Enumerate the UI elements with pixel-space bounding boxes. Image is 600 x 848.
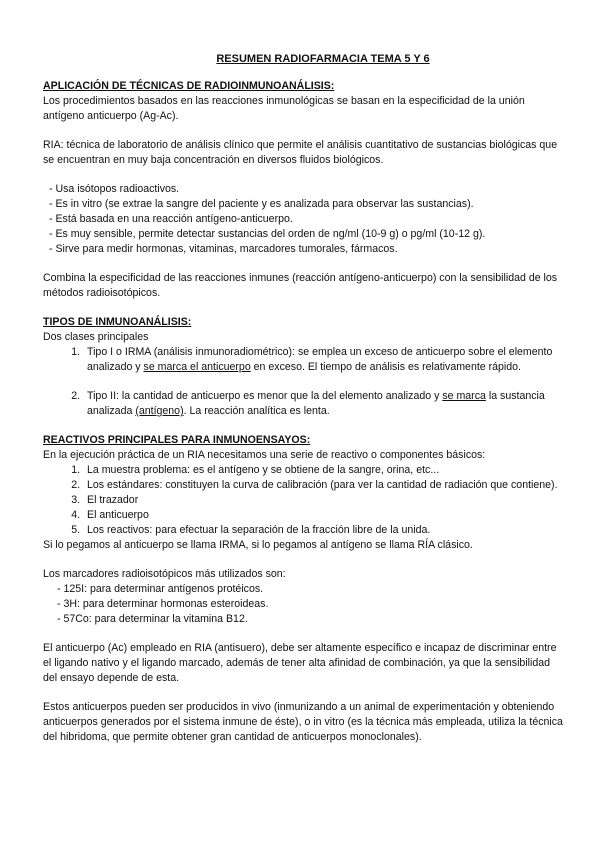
list-item: - 3H: para determinar hormonas esteroideas. xyxy=(57,598,269,610)
ria-features-list xyxy=(43,182,563,257)
markers-list xyxy=(43,582,563,627)
list-item: - Usa isótopos radioactivos. xyxy=(49,183,180,195)
paragraph: El anticuerpo (Ac) empleado en RIA (antisuero), debe ser altamente específico e incapaz de discriminar entre el ligando nativo y el ligando marcado, además de tener alta afinidad de combinación, ya que la sensibilidad del ensayo depende de esta. xyxy=(43,642,557,684)
section-heading-tipos: TIPOS DE INMUNOANÁLISIS: xyxy=(43,316,192,328)
list-item: - Está basada en una reacción antígeno-anticuerpo. xyxy=(49,213,293,225)
list-item: 3. El trazador xyxy=(83,493,563,508)
paragraph: Si lo pegamos al anticuerpo se llama IRMA, si lo pegamos al antígeno se llama RÍA clásico. xyxy=(43,539,473,551)
list-item: 5. Los reactivos: para efectuar la separación de la fracción libre de la unida. xyxy=(83,523,563,538)
list-item: - Es in vitro (se extrae la sangre del paciente y es analizada para observar las sustancias). xyxy=(49,198,474,210)
paragraph: Estos anticuerpos pueden ser producidos in vivo (inmunizando a un animal de experimentación y obteniendo anticuerpos generados por el sistema inmune de éste), o in vitro (es la técnica más empleada, utiliza la técnica del hibridoma, que permite obtener gran cantidad de anticuerpos monoclonales). xyxy=(43,701,563,743)
list-item: - Es muy sensible, permite detectar sustancias del orden de ng/ml (10-9 g) o pg/ml (10-12 g). xyxy=(49,228,486,240)
document-page xyxy=(43,52,563,745)
list-item: - 57Co: para determinar la vitamina B12. xyxy=(57,613,248,625)
paragraph: Dos clases principales xyxy=(43,331,149,343)
paragraph: En la ejecución práctica de un RIA necesitamos una serie de reactivo o componentes básicos: xyxy=(43,449,486,461)
paragraph: Los marcadores radioisotópicos más utilizados son: xyxy=(43,568,286,580)
types-list xyxy=(43,345,563,419)
list-item: 4. El anticuerpo xyxy=(83,508,563,523)
list-item: - 125I: para determinar antígenos protéicos. xyxy=(57,583,264,595)
section-heading-reactivos: REACTIVOS PRINCIPALES PARA INMUNOENSAYOS: xyxy=(43,434,311,446)
reagents-list xyxy=(43,463,563,538)
paragraph: RIA: técnica de laboratorio de análisis clínico que permite el análisis cuantitativo de sustancias biológicas que se encuentran en muy baja concentración en diversos fluidos biológicos. xyxy=(43,139,558,166)
list-item: 1. Tipo I o IRMA (análisis inmunoradiométrico): se emplea un exceso de anticuerpo sobre el elemento analizado y se marca el anticuerpo en exceso. El tiempo de análisis es relativamente rápido. xyxy=(83,345,563,375)
section-heading-radioinmunoanalisis: APLICACIÓN DE TÉCNICAS DE RADIOINMUNOANÁLISIS: xyxy=(43,80,335,92)
underlined-text: se marca xyxy=(442,390,486,402)
page-title: RESUMEN RADIOFARMACIA TEMA 5 Y 6 xyxy=(216,53,430,65)
paragraph: Los procedimientos basados en las reacciones inmunológicas se basan en la especificidad de la unión antígeno anticuerpo (Ag-Ac). xyxy=(43,95,525,122)
list-item: 2. Los estándares: constituyen la curva de calibración (para ver la cantidad de radiación que contiene). xyxy=(83,478,563,493)
underlined-text: (antígeno) xyxy=(135,405,184,417)
list-item: 2. Tipo II: la cantidad de anticuerpo es menor que la del elemento analizado y se marca la sustancia analizada (antígeno). La reacción analítica es lenta. xyxy=(83,389,563,419)
list-item: 1. La muestra problema: es el antígeno y se obtiene de la sangre, orina, etc... xyxy=(83,463,563,478)
list-item: - Sirve para medir hormonas, vitaminas, marcadores tumorales, fármacos. xyxy=(49,243,398,255)
paragraph: Combina la especificidad de las reacciones inmunes (reacción antígeno-anticuerpo) con la sensibilidad de los métodos radioisotópicos. xyxy=(43,272,558,299)
underlined-text: se marca el anticuerpo xyxy=(143,361,251,373)
